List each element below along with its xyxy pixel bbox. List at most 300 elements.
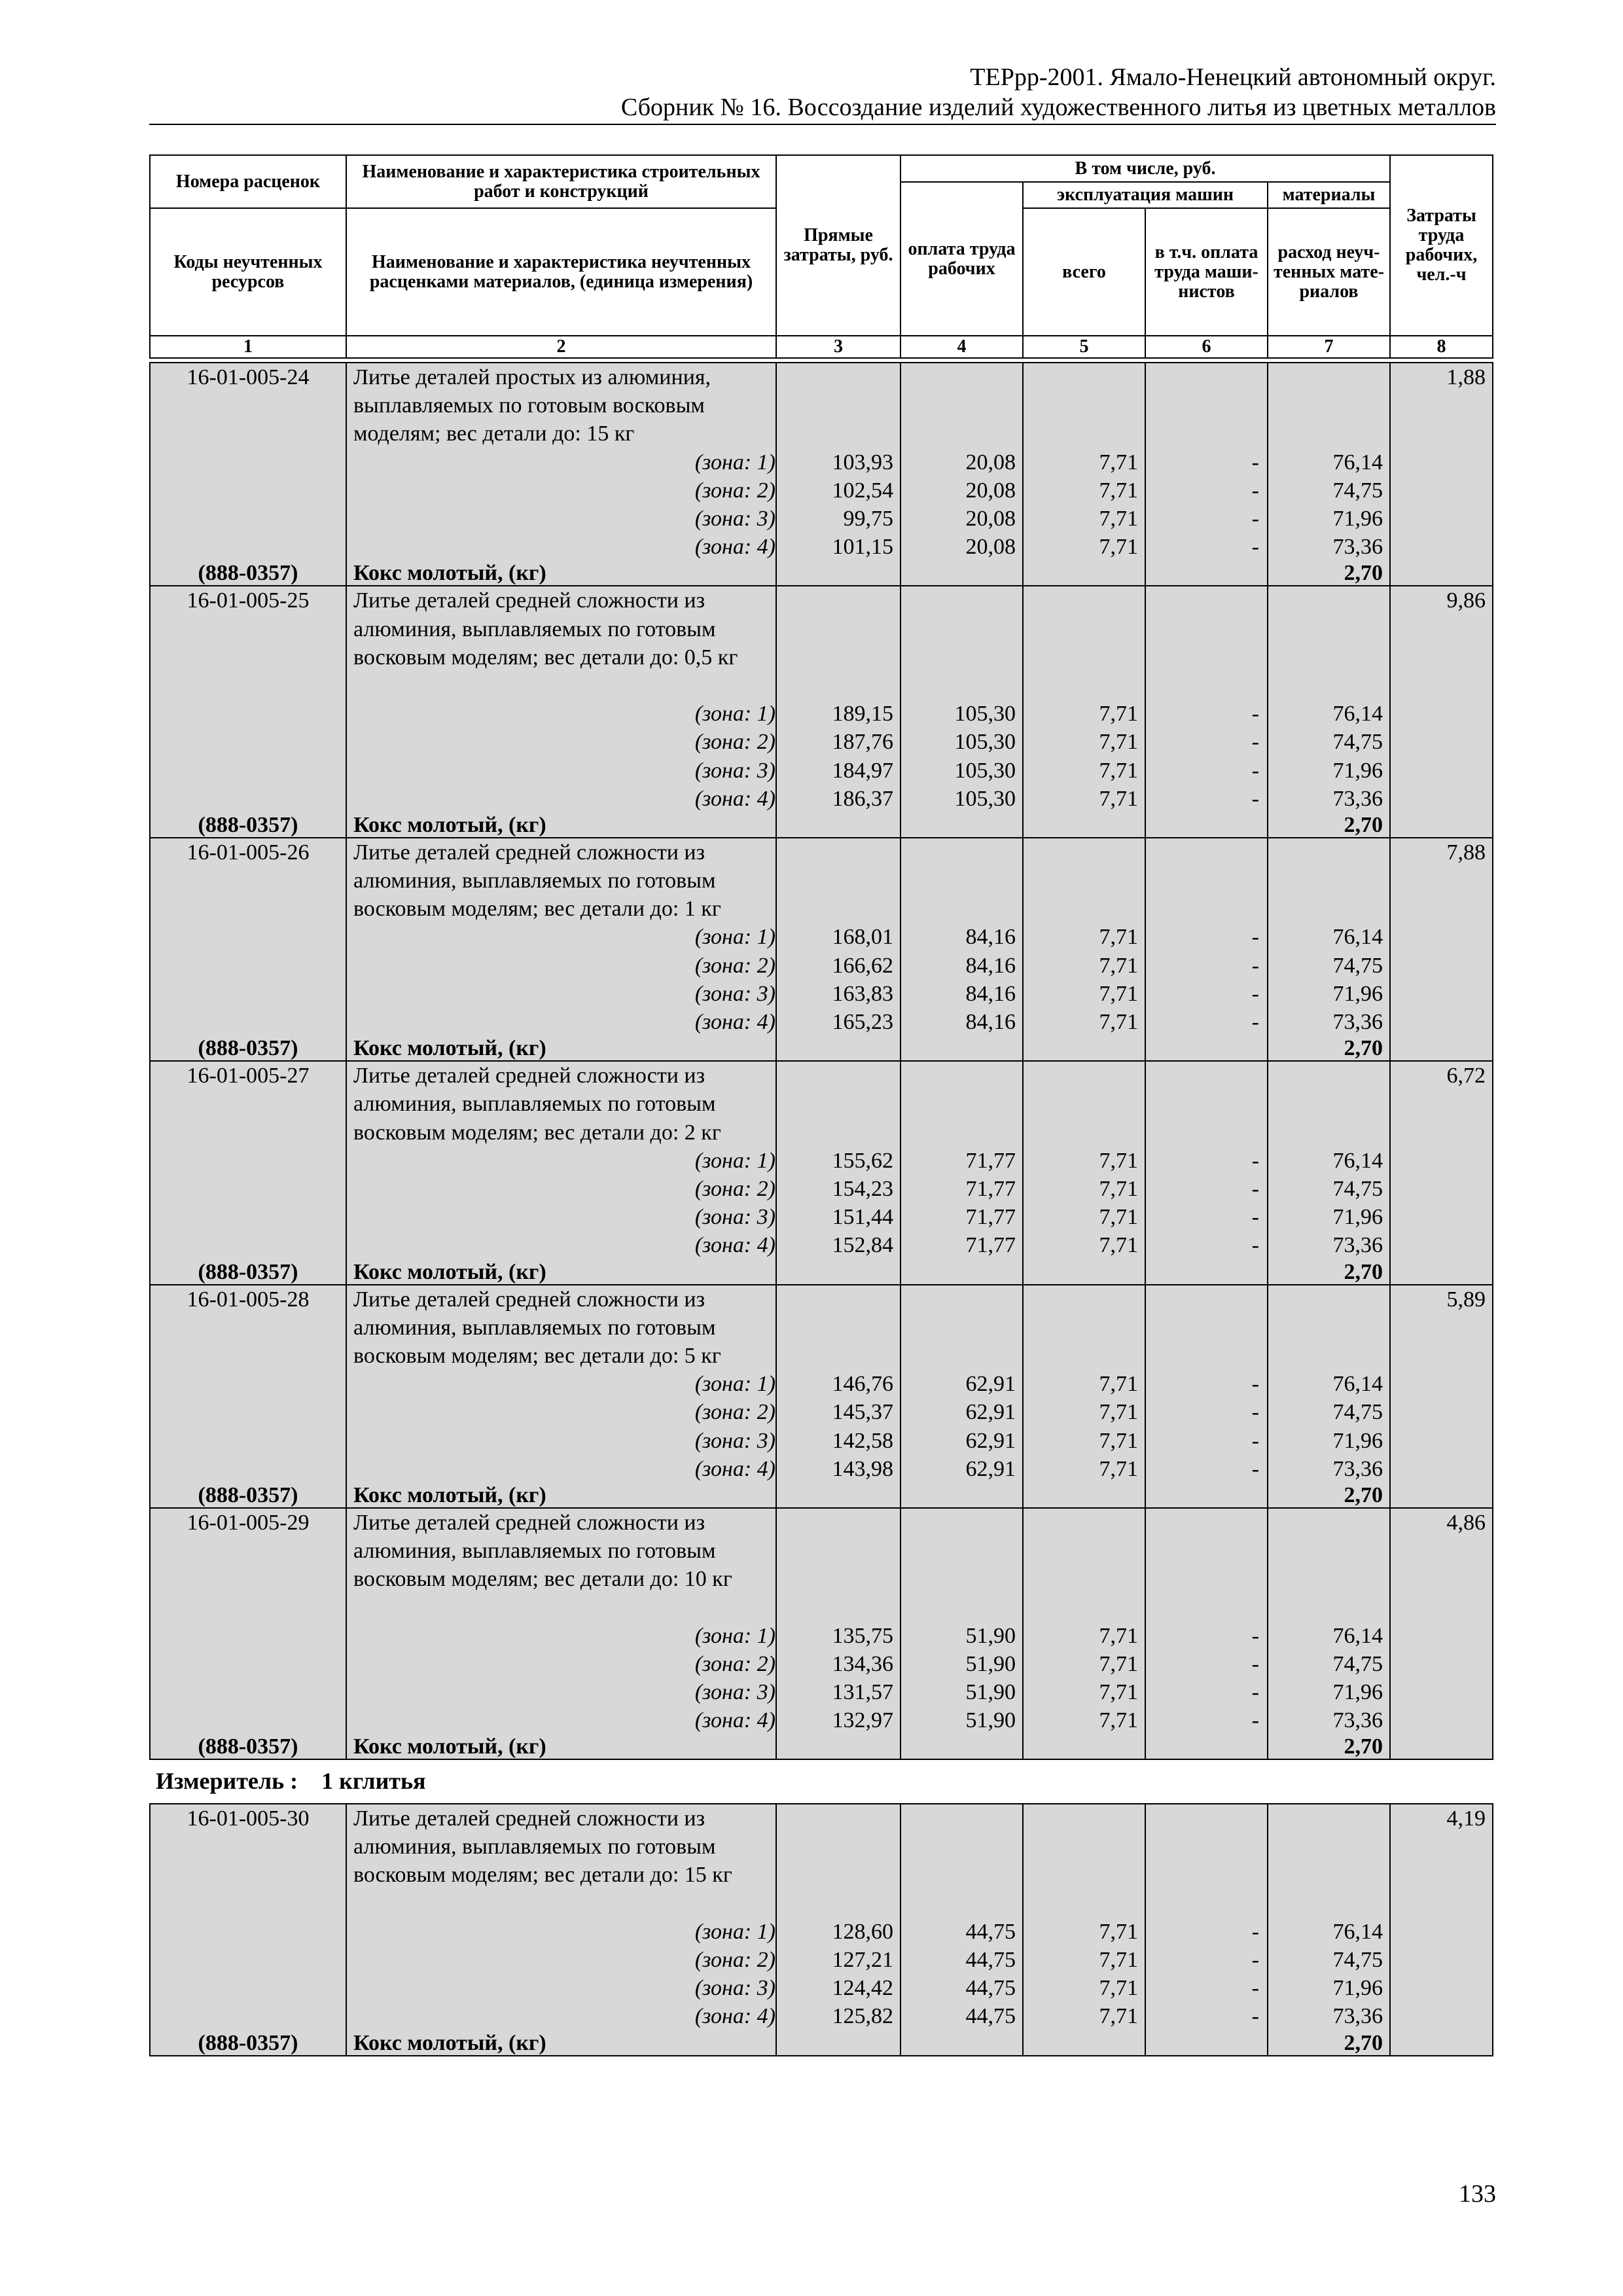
machinist-pay: - xyxy=(1251,925,1259,950)
material-cost: 76,14 xyxy=(1332,925,1383,950)
machinist-pay: - xyxy=(1251,730,1259,755)
labor-cost: 6,72 xyxy=(1446,1064,1486,1088)
rate-code: 16-01-005-27 xyxy=(187,1064,310,1088)
rate-row xyxy=(150,363,1493,561)
machine-cost: 7,71 xyxy=(1099,1400,1138,1425)
material-cost: 73,36 xyxy=(1332,1233,1383,1258)
direct-cost: 163,83 xyxy=(832,981,893,1006)
machinist-pay: - xyxy=(1251,1976,1259,2001)
labor-cost: 4,19 xyxy=(1446,1806,1486,1831)
material-cost-cell xyxy=(1268,838,1390,1036)
machinist-pay: - xyxy=(1251,506,1259,531)
empty-cell xyxy=(901,2031,1023,2056)
machine-cost: 7,71 xyxy=(1099,1976,1138,2001)
direct-cost: 186,37 xyxy=(832,786,893,811)
material-cost-cell xyxy=(1268,363,1390,561)
empty-cell xyxy=(776,1260,901,1285)
machinist-pay-cell xyxy=(1145,586,1268,813)
empty-cell xyxy=(901,1734,1023,1759)
zone-label: (зона: 3) xyxy=(694,1428,776,1453)
labor-pay-cell xyxy=(901,1804,1023,2031)
zone-label: (зона: 3) xyxy=(694,506,776,531)
zone-label: (зона: 4) xyxy=(694,2004,776,2029)
measure-unit xyxy=(156,1767,426,1795)
material-cost: 73,36 xyxy=(1332,1010,1383,1035)
zone-label: (зона: 4) xyxy=(694,1010,776,1035)
zone-label: (зона: 3) xyxy=(694,981,776,1006)
rate-code-cell xyxy=(150,1285,346,1483)
labor-pay-cell xyxy=(901,363,1023,561)
labor-pay: 84,16 xyxy=(965,1010,1016,1035)
col-number-6: 6 xyxy=(1145,336,1268,358)
col-number-8: 8 xyxy=(1390,336,1493,358)
labor-pay-cell xyxy=(901,586,1023,813)
material-cost: 74,75 xyxy=(1332,1651,1383,1676)
labor-pay: 20,08 xyxy=(965,535,1016,560)
machine-cost-cell xyxy=(1023,363,1145,561)
direct-cost: 134,36 xyxy=(832,1651,893,1676)
col-number-3: 3 xyxy=(776,336,901,358)
empty-cell xyxy=(1145,1036,1268,1061)
material-cost: 76,14 xyxy=(1332,1623,1383,1648)
resource-name: Кокс молотый, (кг) xyxy=(346,1734,776,1759)
machinist-pay-cell xyxy=(1145,1508,1268,1735)
labor-pay: 44,75 xyxy=(965,2004,1016,2029)
resource-row xyxy=(150,1260,1493,1285)
machinist-pay-cell xyxy=(1145,838,1268,1036)
machinist-pay: - xyxy=(1251,1456,1259,1481)
zone-label: (зона: 1) xyxy=(694,1623,776,1648)
rate-description: Литье деталей средней сложности из алюминия, выплавляемых по готовым восковым моделям; вес детали до: 10 кг xyxy=(353,1510,732,1592)
resource-row xyxy=(150,2031,1493,2056)
zone-label: (зона: 2) xyxy=(694,730,776,755)
rate-row xyxy=(150,1508,1493,1735)
rate-code: 16-01-005-24 xyxy=(187,365,310,389)
machine-cost-cell xyxy=(1023,838,1145,1036)
labor-cost-cell xyxy=(1390,1508,1493,1735)
material-cost: 74,75 xyxy=(1332,1947,1383,1972)
zone-label: (зона: 3) xyxy=(694,1680,776,1705)
resource-row xyxy=(150,561,1493,586)
rate-code: 16-01-005-30 xyxy=(187,1806,310,1831)
labor-pay: 105,30 xyxy=(954,730,1016,755)
rate-desc-cell xyxy=(346,586,776,813)
machinist-pay: - xyxy=(1251,981,1259,1006)
zone-label: (зона: 1) xyxy=(694,702,776,726)
machinist-pay: - xyxy=(1251,1233,1259,1258)
resource-code: (888-0357) xyxy=(150,1734,346,1759)
empty-cell xyxy=(1390,1483,1493,1508)
header-resource-codes: Коды неучтенных ресурсов xyxy=(150,208,346,336)
zone-label: (зона: 4) xyxy=(694,1456,776,1481)
header-divider xyxy=(149,124,1496,125)
machine-cost: 7,71 xyxy=(1099,478,1138,503)
measure-label: Измеритель : xyxy=(156,1768,298,1794)
labor-pay: 71,77 xyxy=(965,1177,1016,1202)
zone-label: (зона: 1) xyxy=(694,1148,776,1173)
machinist-pay: - xyxy=(1251,1010,1259,1035)
resource-code: (888-0357) xyxy=(150,813,346,838)
rate-code-cell xyxy=(150,363,346,561)
machine-cost: 7,71 xyxy=(1099,1372,1138,1397)
machine-cost: 7,71 xyxy=(1099,1233,1138,1258)
direct-cost-cell xyxy=(776,1061,901,1259)
zone-label: (зона: 2) xyxy=(694,478,776,503)
labor-cost-cell xyxy=(1390,1061,1493,1259)
material-cost: 76,14 xyxy=(1332,1919,1383,1944)
empty-cell xyxy=(1145,1734,1268,1759)
resource-name: Кокс молотый, (кг) xyxy=(346,2031,776,2056)
rate-desc-cell xyxy=(346,1061,776,1259)
empty-cell xyxy=(1145,813,1268,838)
machine-cost: 7,71 xyxy=(1099,1680,1138,1705)
resource-row xyxy=(150,1036,1493,1061)
header-rate-numbers: Номера расценок xyxy=(150,155,346,208)
machinist-pay: - xyxy=(1251,1651,1259,1676)
machinist-pay: - xyxy=(1251,1148,1259,1173)
material-cost: 71,96 xyxy=(1332,1976,1383,2001)
resource-consumption: 2,70 xyxy=(1268,1483,1390,1508)
empty-cell xyxy=(1145,1260,1268,1285)
machinist-pay: - xyxy=(1251,1205,1259,1230)
direct-cost: 131,57 xyxy=(832,1680,893,1705)
document-header-line1: ТЕРрр-2001. Ямало-Ненецкий автономный округ. xyxy=(970,63,1496,91)
machinist-pay: - xyxy=(1251,450,1259,475)
rate-description: Литье деталей простых из алюминия, выплавляемых по готовым восковым моделям; вес детали до: 15 кг xyxy=(353,365,711,446)
labor-pay: 20,08 xyxy=(965,478,1016,503)
rate-description: Литье деталей средней сложности из алюминия, выплавляемых по готовым восковым моделям; вес детали до: 15 кг xyxy=(353,1806,732,1888)
machine-cost: 7,71 xyxy=(1099,450,1138,475)
machine-cost: 7,71 xyxy=(1099,1177,1138,1202)
rate-row xyxy=(150,1804,1493,2031)
rate-desc-cell xyxy=(346,1804,776,2031)
empty-cell xyxy=(1145,2031,1268,2056)
header-labor-pay: оплата труда рабочих xyxy=(901,182,1023,336)
col-number-2: 2 xyxy=(346,336,776,358)
material-cost: 73,36 xyxy=(1332,2004,1383,2029)
labor-pay: 20,08 xyxy=(965,506,1016,531)
labor-cost-cell xyxy=(1390,586,1493,813)
material-cost-cell xyxy=(1268,1804,1390,2031)
rates-table xyxy=(149,362,1493,1760)
header-machines: эксплуатация машин xyxy=(1023,182,1268,208)
document-header-line2: Сборник № 16. Воссоздание изделий художественного литья из цветных металлов xyxy=(620,94,1496,121)
col-number-5: 5 xyxy=(1023,336,1145,358)
machine-cost: 7,71 xyxy=(1099,1623,1138,1648)
empty-cell xyxy=(1023,1036,1145,1061)
machine-cost: 7,71 xyxy=(1099,535,1138,560)
col-number-4: 4 xyxy=(901,336,1023,358)
direct-cost-cell xyxy=(776,586,901,813)
empty-cell xyxy=(776,813,901,838)
material-cost: 74,75 xyxy=(1332,1177,1383,1202)
header-direct-costs: Прямые затраты, руб. xyxy=(776,155,901,336)
empty-cell xyxy=(1390,1734,1493,1759)
header-material-name: Наименование и характеристика неучтенных расценками материалов, (единица измерения) xyxy=(346,208,776,336)
material-cost: 73,36 xyxy=(1332,535,1383,560)
resource-code: (888-0357) xyxy=(150,561,346,586)
machinist-pay: - xyxy=(1251,1372,1259,1397)
zone-label: (зона: 4) xyxy=(694,1708,776,1733)
machine-cost: 7,71 xyxy=(1099,1651,1138,1676)
machine-cost-cell xyxy=(1023,1804,1145,2031)
machinist-pay: - xyxy=(1251,535,1259,560)
rate-row xyxy=(150,838,1493,1036)
labor-pay: 105,30 xyxy=(954,786,1016,811)
material-cost: 76,14 xyxy=(1332,1372,1383,1397)
machinist-pay: - xyxy=(1251,1623,1259,1648)
machinist-pay: - xyxy=(1251,1177,1259,1202)
direct-cost: 154,23 xyxy=(832,1177,893,1202)
empty-cell xyxy=(1023,561,1145,586)
labor-pay: 44,75 xyxy=(965,1947,1016,1972)
zone-label: (зона: 4) xyxy=(694,786,776,811)
labor-cost: 5,89 xyxy=(1446,1287,1486,1312)
machine-cost: 7,71 xyxy=(1099,730,1138,755)
material-cost: 71,96 xyxy=(1332,758,1383,783)
material-cost: 73,36 xyxy=(1332,1708,1383,1733)
machine-cost-cell xyxy=(1023,1285,1145,1483)
table-header xyxy=(149,154,1493,359)
resource-code: (888-0357) xyxy=(150,1483,346,1508)
empty-cell xyxy=(776,1734,901,1759)
material-cost-cell xyxy=(1268,1285,1390,1483)
resource-name: Кокс молотый, (кг) xyxy=(346,561,776,586)
direct-cost: 127,21 xyxy=(832,1947,893,1972)
machinist-pay: - xyxy=(1251,1680,1259,1705)
machinist-pay-cell xyxy=(1145,363,1268,561)
empty-cell xyxy=(776,1483,901,1508)
machine-cost: 7,71 xyxy=(1099,1428,1138,1453)
machine-cost: 7,71 xyxy=(1099,953,1138,978)
zone-label: (зона: 1) xyxy=(694,450,776,475)
labor-pay: 44,75 xyxy=(965,1976,1016,2001)
rate-code-cell xyxy=(150,586,346,813)
machine-cost: 7,71 xyxy=(1099,1919,1138,1944)
direct-cost-cell xyxy=(776,363,901,561)
machine-cost: 7,71 xyxy=(1099,1205,1138,1230)
material-cost: 76,14 xyxy=(1332,702,1383,726)
rate-desc-cell xyxy=(346,1508,776,1735)
resource-row xyxy=(150,1734,1493,1759)
zone-label: (зона: 1) xyxy=(694,1919,776,1944)
direct-cost: 99,75 xyxy=(843,506,893,531)
empty-cell xyxy=(1390,1036,1493,1061)
machinist-pay: - xyxy=(1251,1919,1259,1944)
rate-code: 16-01-005-28 xyxy=(187,1287,310,1312)
material-cost: 74,75 xyxy=(1332,953,1383,978)
machine-cost: 7,71 xyxy=(1099,758,1138,783)
resource-consumption: 2,70 xyxy=(1268,813,1390,838)
labor-pay: 62,91 xyxy=(965,1428,1016,1453)
empty-cell xyxy=(776,1036,901,1061)
material-cost: 74,75 xyxy=(1332,1400,1383,1425)
resource-consumption: 2,70 xyxy=(1268,2031,1390,2056)
rate-code: 16-01-005-29 xyxy=(187,1510,310,1535)
zone-label: (зона: 2) xyxy=(694,1947,776,1972)
machine-cost: 7,71 xyxy=(1099,925,1138,950)
resource-row xyxy=(150,1483,1493,1508)
labor-cost: 4,86 xyxy=(1446,1510,1486,1535)
zone-label: (зона: 4) xyxy=(694,535,776,560)
empty-cell xyxy=(1145,1483,1268,1508)
rate-code: 16-01-005-25 xyxy=(187,588,310,613)
direct-cost: 166,62 xyxy=(832,953,893,978)
rate-code-cell xyxy=(150,1804,346,2031)
col-number-1: 1 xyxy=(150,336,346,358)
material-cost: 71,96 xyxy=(1332,1680,1383,1705)
header-materials: материалы xyxy=(1268,182,1390,208)
material-cost-cell xyxy=(1268,586,1390,813)
resource-code: (888-0357) xyxy=(150,1260,346,1285)
resource-row xyxy=(150,813,1493,838)
machinist-pay: - xyxy=(1251,953,1259,978)
machine-cost: 7,71 xyxy=(1099,1148,1138,1173)
material-cost: 73,36 xyxy=(1332,786,1383,811)
material-cost: 71,96 xyxy=(1332,1428,1383,1453)
labor-pay: 84,16 xyxy=(965,953,1016,978)
direct-cost-cell xyxy=(776,1285,901,1483)
machinist-pay: - xyxy=(1251,2004,1259,2029)
zone-label: (зона: 4) xyxy=(694,1233,776,1258)
direct-cost-cell xyxy=(776,1804,901,2031)
rate-desc-cell xyxy=(346,363,776,561)
empty-cell xyxy=(776,561,901,586)
direct-cost: 103,93 xyxy=(832,450,893,475)
empty-cell xyxy=(1023,1483,1145,1508)
labor-pay: 84,16 xyxy=(965,925,1016,950)
direct-cost: 189,15 xyxy=(832,702,893,726)
direct-cost: 155,62 xyxy=(832,1148,893,1173)
resource-code: (888-0357) xyxy=(150,2031,346,2056)
rate-description: Литье деталей средней сложности из алюминия, выплавляемых по готовым восковым моделям; вес детали до: 0,5 кг xyxy=(353,588,738,670)
empty-cell xyxy=(1390,813,1493,838)
empty-cell xyxy=(1023,2031,1145,2056)
empty-cell xyxy=(901,813,1023,838)
material-cost: 76,14 xyxy=(1332,1148,1383,1173)
rate-description: Литье деталей средней сложности из алюминия, выплавляемых по готовым восковым моделям; вес детали до: 1 кг xyxy=(353,840,721,922)
labor-cost: 9,86 xyxy=(1446,588,1486,613)
col-number-7: 7 xyxy=(1268,336,1390,358)
material-cost-cell xyxy=(1268,1508,1390,1735)
rate-row xyxy=(150,1061,1493,1259)
empty-cell xyxy=(776,2031,901,2056)
labor-cost: 7,88 xyxy=(1446,840,1486,865)
header-machinist-pay: в т.ч. оплата труда маши-нистов xyxy=(1145,208,1268,336)
header-work-name: Наименование и характеристика строительных работ и конструкций xyxy=(346,155,776,208)
labor-pay: 105,30 xyxy=(954,702,1016,726)
labor-cost: 1,88 xyxy=(1446,365,1486,389)
rate-code-cell xyxy=(150,838,346,1036)
machine-cost: 7,71 xyxy=(1099,2004,1138,2029)
material-cost: 71,96 xyxy=(1332,1205,1383,1230)
machine-cost: 7,71 xyxy=(1099,506,1138,531)
rate-desc-cell xyxy=(346,1285,776,1483)
rate-row xyxy=(150,1285,1493,1483)
labor-cost-cell xyxy=(1390,838,1493,1036)
empty-cell xyxy=(901,1260,1023,1285)
rate-code: 16-01-005-26 xyxy=(187,840,310,865)
empty-cell xyxy=(1145,561,1268,586)
labor-pay: 71,77 xyxy=(965,1233,1016,1258)
resource-name: Кокс молотый, (кг) xyxy=(346,1036,776,1061)
zone-label: (зона: 1) xyxy=(694,1372,776,1397)
direct-cost: 128,60 xyxy=(832,1919,893,1944)
zone-label: (зона: 1) xyxy=(694,925,776,950)
machinist-pay: - xyxy=(1251,786,1259,811)
labor-pay: 62,91 xyxy=(965,1456,1016,1481)
labor-pay: 51,90 xyxy=(965,1623,1016,1648)
zone-label: (зона: 3) xyxy=(694,758,776,783)
direct-cost-cell xyxy=(776,838,901,1036)
direct-cost: 145,37 xyxy=(832,1400,893,1425)
resource-code: (888-0357) xyxy=(150,1036,346,1061)
labor-pay: 84,16 xyxy=(965,981,1016,1006)
machinist-pay: - xyxy=(1251,1400,1259,1425)
machine-cost-cell xyxy=(1023,1061,1145,1259)
resource-consumption: 2,70 xyxy=(1268,1036,1390,1061)
material-cost: 74,75 xyxy=(1332,478,1383,503)
direct-cost: 142,58 xyxy=(832,1428,893,1453)
machine-cost-cell xyxy=(1023,1508,1145,1735)
material-cost: 71,96 xyxy=(1332,981,1383,1006)
header-material-consumption: расход неуч-тенных мате-риалов xyxy=(1268,208,1390,336)
rate-code-cell xyxy=(150,1061,346,1259)
direct-cost: 184,97 xyxy=(832,758,893,783)
labor-pay: 51,90 xyxy=(965,1651,1016,1676)
header-machines-total: всего xyxy=(1023,208,1145,336)
empty-cell xyxy=(901,561,1023,586)
machinist-pay: - xyxy=(1251,1428,1259,1453)
direct-cost: 125,82 xyxy=(832,2004,893,2029)
zone-label: (зона: 3) xyxy=(694,1976,776,2001)
zone-label: (зона: 2) xyxy=(694,1400,776,1425)
empty-cell xyxy=(1023,1734,1145,1759)
machinist-pay: - xyxy=(1251,758,1259,783)
zone-label: (зона: 2) xyxy=(694,953,776,978)
machine-cost: 7,71 xyxy=(1099,1010,1138,1035)
empty-cell xyxy=(1023,813,1145,838)
material-cost: 76,14 xyxy=(1332,450,1383,475)
material-cost: 71,96 xyxy=(1332,506,1383,531)
material-cost-cell xyxy=(1268,1061,1390,1259)
labor-pay: 105,30 xyxy=(954,758,1016,783)
machinist-pay: - xyxy=(1251,478,1259,503)
empty-cell xyxy=(1390,2031,1493,2056)
labor-pay: 62,91 xyxy=(965,1372,1016,1397)
machine-cost: 7,71 xyxy=(1099,1708,1138,1733)
zone-label: (зона: 3) xyxy=(694,1205,776,1230)
rate-desc-cell xyxy=(346,838,776,1036)
labor-pay: 62,91 xyxy=(965,1400,1016,1425)
rate-code-cell xyxy=(150,1508,346,1735)
labor-pay: 51,90 xyxy=(965,1708,1016,1733)
machinist-pay: - xyxy=(1251,1708,1259,1733)
machinist-pay: - xyxy=(1251,1947,1259,1972)
machine-cost: 7,71 xyxy=(1099,702,1138,726)
rate-row xyxy=(150,586,1493,813)
header-labor-cost: Затраты труда рабочих, чел.-ч xyxy=(1390,155,1493,336)
direct-cost: 102,54 xyxy=(832,478,893,503)
labor-pay-cell xyxy=(901,1285,1023,1483)
direct-cost: 168,01 xyxy=(832,925,893,950)
labor-pay: 51,90 xyxy=(965,1680,1016,1705)
direct-cost: 165,23 xyxy=(832,1010,893,1035)
rate-description: Литье деталей средней сложности из алюминия, выплавляемых по готовым восковым моделям; вес детали до: 5 кг xyxy=(353,1287,721,1368)
resource-consumption: 2,70 xyxy=(1268,1260,1390,1285)
direct-cost: 101,15 xyxy=(832,535,893,560)
direct-cost: 143,98 xyxy=(832,1456,893,1481)
